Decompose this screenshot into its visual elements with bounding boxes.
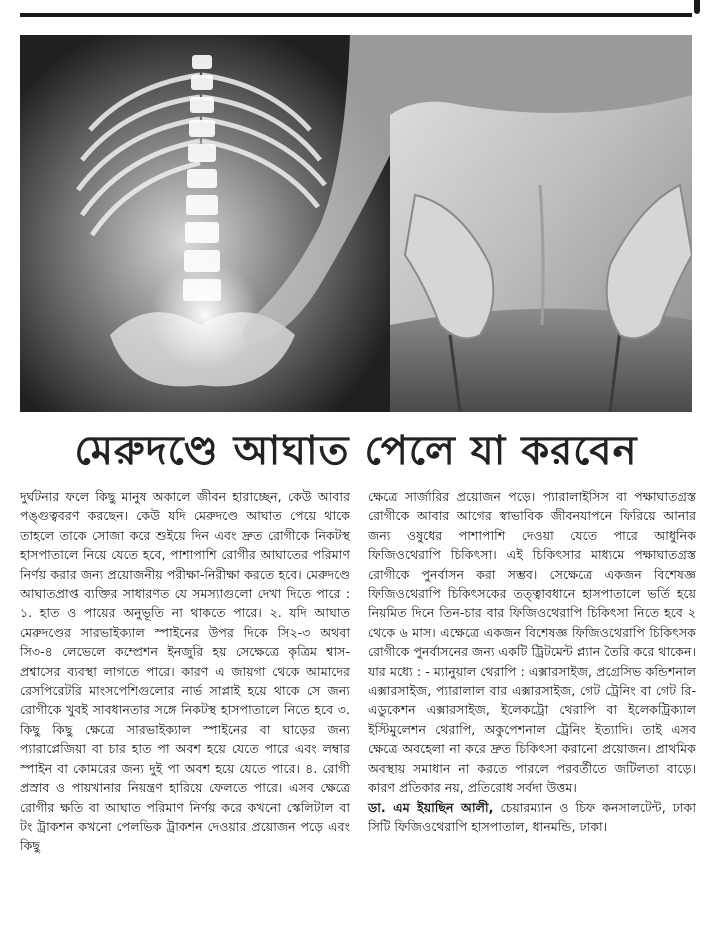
article-column-left (20, 487, 350, 856)
page-corner-mark (694, 0, 700, 14)
author-credit (368, 798, 696, 837)
spine-xray-illustration (20, 35, 692, 412)
article-body-right: ক্ষেত্রে সার্জারির প্রয়োজন পড়ে। প্যারালাইসিস বা পক্ষাঘাতগ্রস্ত রোগীকে আবার আগের স্বাভাবিক জীবনযাপনে ফিরিয়ে আনার জন্য ওষুধের পাশাপাশি দেওয়া যেতে পারে আধুনিক ফিজিওথেরাপি চিকিৎসা। এই চিকিৎসার মাধ্যমে পক্ষাঘাতগ্রস্ত রোগীকে পুনর্বাসন করা সম্ভব। সেক্ষেত্রে একজন বিশেষজ্ঞ ফিজিওথেরাপি চিকিৎসকের তত্ত্বাবধানে হাসপাতালে ভর্তি হয়ে নিয়মিত দিনে তিন-চার বার ফিজিওথেরাপি চিকিৎসা নিতে হবে ২ থেকে ৬ মাস। এক্ষেত্রে একজন বিশেষজ্ঞ ফিজিওথেরাপি চিকিৎসক রোগীকে পুনর্বাসনের জন্য একটি ট্রিটমেন্ট প্ল্যান তৈরি করে থাকেন। যার মধ্যে : - ম্যানুয়াল থেরাপি : এক্সারসাইজ, প্রগ্রেসিভ কন্ডিশনাল এক্সারসাইজ, প্যারালাল বার এক্সারসাইজ, গেট ট্রেনিং বা গেট রি-এডুকেশন এক্সারসাইজ, ইলেকট্রো থেরাপি বা ইলেকট্রিক্যাল ইস্টিমুলেশন থেরাপি, অকুপেশনাল ট্রেনিং ইত্যাদি। তাই এসব ক্ষেত্রে অবহেলা না করে দ্রুত চিকিৎসা করানো প্রয়োজন। প্রাথমিক অবস্থায় সমাধান না করতে পারলে পরবর্তীতে জটিলতা বাড়ে। কারণ প্রতিকার নয়, প্রতিরোধ সর্বদা উত্তম। (368, 489, 696, 796)
article-body-left: দুর্ঘটনার ফলে কিছু মানুষ অকালে জীবন হারাচ্ছেন, কেউ আবার পঙ্গুত্ববরণ করছেন। কেউ যদি মেরুদণ্ডে আঘাত পেয়ে থাকে তাহলে তাকে সোজা করে শুইয়ে দিন এবং দ্রুত রোগীকে নিকটস্থ হাসপাতালে নিয়ে যেতে হবে, পাশাপাশি রোগীর আঘাতের পরিমাণ নির্ণয় করার জন্য প্রয়োজনীয় পরীক্ষা-নিরীক্ষা করতে হবে। মেরুদণ্ডে আঘাতপ্রাপ্ত ব্যক্তির সাধারণত যে সমস্যাগুলো দেখা দিতে পারে : ১. হাত ও পায়ের অনুভূতি না থাকতে পারে। ২. যদি আঘাত মেরুদণ্ডের সারভাইক্যাল স্পাইনের উপর দিকে সি২-৩ অথবা সি৩-৪ লেভেলে কম্প্রেশন ইনজুরি হয় সেক্ষেত্রে কৃত্রিম শ্বাস-প্রশ্বাসের ব্যবস্থা লাগতে পারে। কারণ এ জায়গা থেকে আমাদের রেসপিরেটরি মাংসপেশিগুলোর নার্ভ সাপ্লাই হয়ে থাকে সে জন্য রোগীকে খুবই সাবধানতার সঙ্গে নিকটস্থ হাসপাতালে নিতে হবে ৩. কিছু কিছু ক্ষেত্রে সারভাইক্যাল স্পাইনের বা ঘাড়ের জন্য প্যারাপ্লেজিয়া বা চার হাত পা অবশ হয়ে যেতে পারে এবং লম্বার স্পাইন বা কোমরের জন্য দুই পা অবশ হয়ে যেতে পারে। ৪. রোগী প্রস্রাব ও পায়খানার নিয়ন্ত্রণ হারিয়ে ফেলতে পারে। এসব ক্ষেত্রে রোগীর ক্ষতি বা আঘাত পরিমাণ নির্ণয় করে কখনো স্কেলিটাল বা টং ট্রাকশন কখনো পেলভিক ট্রাকশন দেওয়ার প্রয়োজন পড়ে এবং কিছু (20, 489, 350, 854)
article-headline: মেরুদণ্ডে আঘাত পেলে যা করবেন (74, 427, 638, 474)
top-rule (20, 13, 692, 17)
article-column-right (368, 487, 696, 836)
author-name: ডা. এম ইয়াছিন আলী, (368, 799, 494, 815)
author-role: চেয়ারম্যান ও চিফ কনসালটেন্ট, ঢাকা সিটি ফিজিওথেরাপি হাসপাতাল, ধানমন্ডি, ঢাকা। (368, 799, 696, 834)
article-photo (20, 35, 692, 412)
